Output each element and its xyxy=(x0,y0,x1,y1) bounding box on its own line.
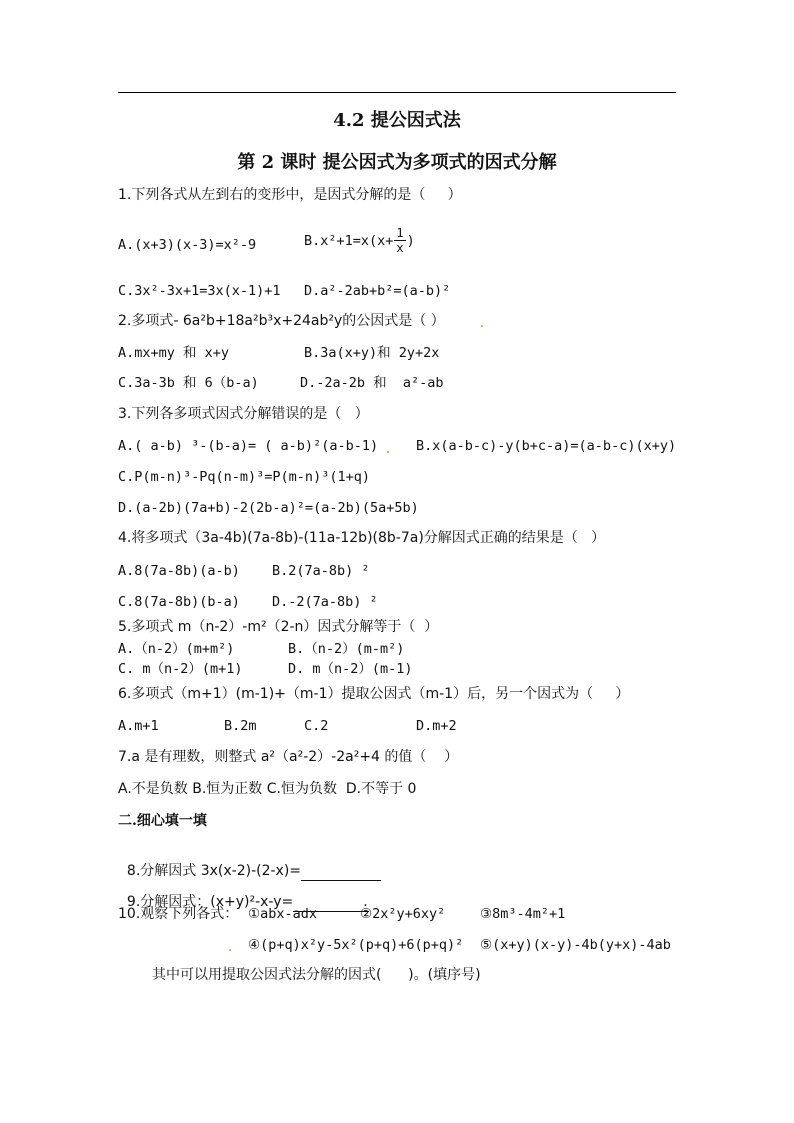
q3-stem: 3.下列各多项式因式分解错误的是（ ） xyxy=(118,406,369,422)
page-title: 4.2 提公因式法 xyxy=(333,110,461,131)
fraction-numerator: 1 xyxy=(396,226,404,240)
q5-stem: 5.多项式 m（n-2）-m²（2-n）因式分解等于（ ） xyxy=(118,619,439,635)
q4-option-c: C.8(7a-8b)(b-a) xyxy=(118,594,240,610)
q2-option-a: A.mx+my 和 x+y xyxy=(118,345,230,361)
q6-stem: 6.多项式（m+1）(m-1)+（m-1）提取公因式（m-1）后，另一个因式为（ ） xyxy=(118,686,630,702)
q5-option-c: C. m（n-2）(m+1) xyxy=(118,661,243,677)
q10-stem: 10.观察下列各式： xyxy=(118,906,239,922)
q9-end: . xyxy=(363,894,368,910)
q10-expr-3: ③8m³-4m²+1 xyxy=(480,906,566,922)
q6-option-d: D.m+2 xyxy=(416,718,457,734)
q10-expr-2: ②2x²y+6xy² xyxy=(360,906,446,922)
q5-option-b: B.（n-2）(m-m²) xyxy=(288,641,405,657)
q1-stem: 1.下列各式从左到右的变形中，是因式分解的是（ ） xyxy=(118,187,462,203)
q10-expr-1: ①abx-adx xyxy=(248,906,317,922)
q8-text: 8.分解因式 3x(x-2)-(2-x)= xyxy=(126,863,302,879)
q7-options: A.不是负数 B.恒为正数 C.恒为负数 D.不等于 0 xyxy=(118,781,417,797)
q1-option-b-post: ) xyxy=(406,232,415,249)
section-heading: 二.细心填一填 xyxy=(118,813,207,829)
q6-option-c: C.2 xyxy=(304,718,329,734)
q5-option-a: A.（n-2）(m+m²) xyxy=(118,641,235,657)
q2-mark: . xyxy=(478,315,487,331)
q4-option-d: D.-2(7a-8b) ² xyxy=(272,594,378,610)
q3-option-c: C.P(m-n)³-Pq(n-m)³=P(m-n)³(1+q) xyxy=(118,469,370,485)
q10-tail: 其中可以用提取公因式法分解的因式( )。(填序号) xyxy=(152,967,481,983)
q7-stem: 7.a 是有理数，则整式 a²（a²-2）-2a²+4 的值（ ） xyxy=(118,749,459,765)
q4-stem: 4.将多项式（3a-4b)(7a-8b)-(11a-12b)(8b-7a)分解因式正确的结果是（ ） xyxy=(118,530,606,546)
q10-expr-4: ④(p+q)x²y-5x²(p+q)+6(p+q)² xyxy=(248,937,464,953)
q3-mark: . xyxy=(384,441,393,457)
q3-option-b: B.x(a-b-c)-y(b+c-a)=(a-b-c)(x+y) xyxy=(416,438,677,454)
q5-option-d: D. m（n-2）(m-1) xyxy=(288,661,413,677)
q1-option-d: D.a²-2ab+b²=(a-b)² xyxy=(304,283,451,299)
q2-option-b: B.3a(x+y)和 2y+2x xyxy=(304,345,440,361)
q1-option-b-pre: B.x²+1=x(x+ xyxy=(304,232,394,249)
q2-option-d: D.-2a-2b 和 a²-ab xyxy=(300,375,444,391)
q4-option-a: A.8(7a-8b)(a-b) xyxy=(118,563,240,579)
q3-option-d: D.(a-2b)(7a+b)-2(2b-a)²=(a-2b)(5a+5b) xyxy=(118,500,419,516)
fraction-denominator: x xyxy=(396,241,404,255)
q10-expr-5: ⑤(x+y)(x-y)-4b(y+x)-4ab xyxy=(480,937,671,953)
q9-text: 9.分解因式：(x+y)²-x-y= xyxy=(126,894,294,910)
header-rule xyxy=(118,92,676,93)
page-subtitle: 第 2 课时 提公因式为多项式的因式分解 xyxy=(237,152,557,173)
q2-option-c: C.3a-3b 和 6（b-a) xyxy=(118,375,259,391)
q2-stem: 2.多项式- 6a²b+18a²b³x+24ab²y的公因式是（ ） xyxy=(118,313,445,329)
q1-option-c: C.3x²-3x+1=3x(x-1)+1 xyxy=(118,283,281,299)
fraction xyxy=(394,226,405,255)
q10-mark: . xyxy=(226,939,235,955)
q1-option-b xyxy=(304,226,415,255)
q4-option-b: B.2(7a-8b) ² xyxy=(272,563,370,579)
q6-option-a: A.m+1 xyxy=(118,718,159,734)
q1-option-a: A.(x+3)(x-3)=x²-9 xyxy=(118,237,257,253)
q6-option-b: B.2m xyxy=(224,718,257,734)
q3-option-a: A.( a-b) ³-(b-a)= ( a-b)²(a-b-1) xyxy=(118,438,379,454)
